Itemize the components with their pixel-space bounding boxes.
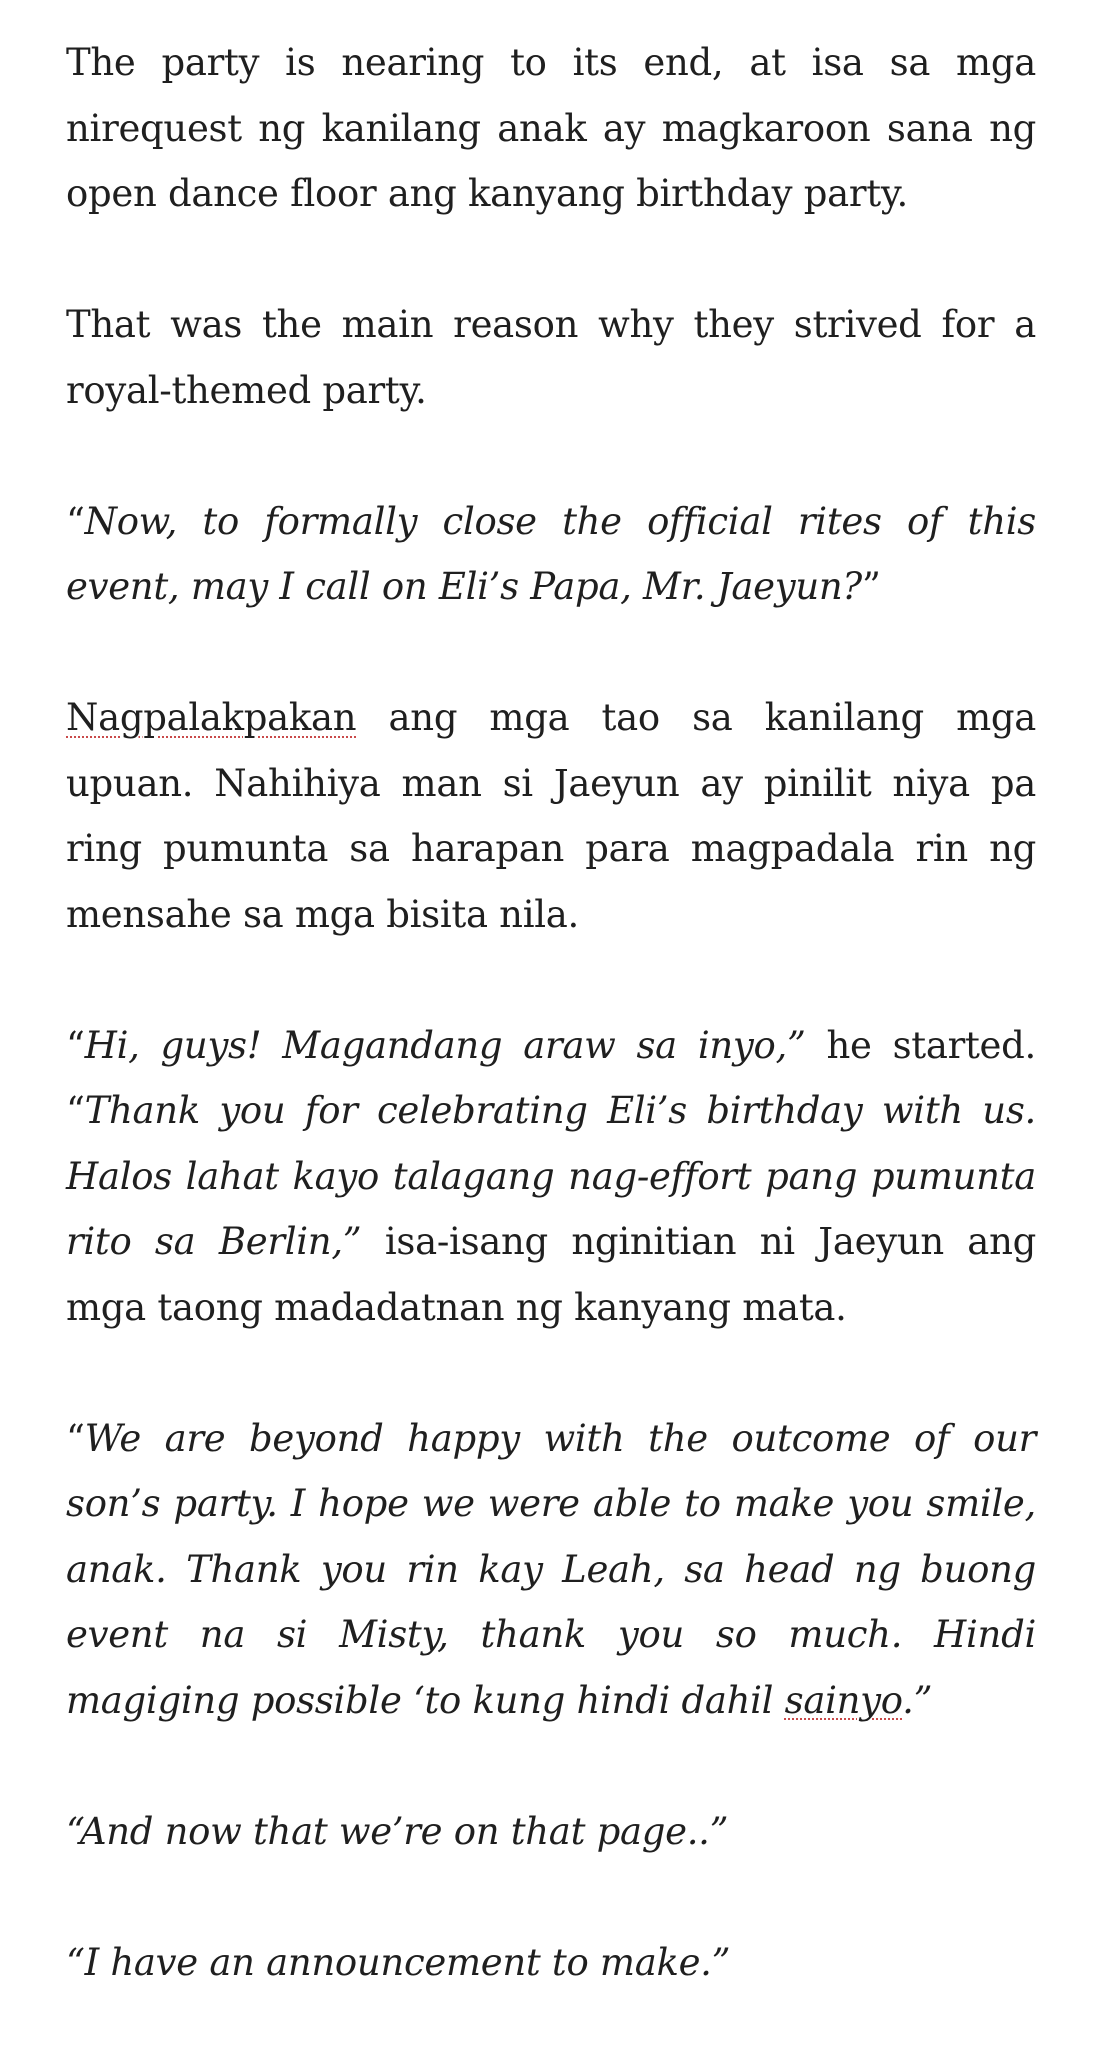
story-body [66, 30, 1036, 1995]
thanks-speech: We are beyond happy with the outcome of our son’s party. I hope we were able to make you smile, anak. Thank you rin kay Leah, sa head ng buong event na si Misty, thank you so much. Hindi magiging possible ‘to kung hindi dahil [66, 1416, 1036, 1722]
paragraph-jaeyun-greeting [66, 1013, 1036, 1341]
paragraph-host-call [66, 489, 1036, 620]
applause-narration: ang mga tao sa kanilang mga upuan. Nahihiya man si Jaeyun ay pinilit niya pa ring pumunta sa harapan para magpadala rin ng mensahe sa mga bisita nila. [66, 696, 1036, 936]
open-quote: “ [66, 1023, 85, 1067]
thanks-dialogue: Thank you for celebrating Eli’s birthday with us. Halos lahat kayo talagang nag-effort pang pumunta rito sa Berlin,” [66, 1089, 1036, 1263]
thanks-speech-end: .” [902, 1678, 933, 1722]
greeting-narration: he started. [805, 1023, 1036, 1067]
open-quote: “ [66, 1089, 85, 1132]
paragraph-party-ending: The party is nearing to its end, at isa sa mga nirequest ng kanilang anak ay magkaroon sana ng open dance floor ang kanyang birthday party. [66, 41, 1036, 215]
paragraph-announcement: “I have an announcement to make.” [66, 1940, 731, 1984]
paragraph-applause [66, 685, 1036, 947]
close-quote: ” [861, 565, 881, 608]
open-quote: “ [66, 499, 85, 543]
open-quote: “ [66, 1416, 85, 1460]
paragraph-that-page: “And now that we’re on that page..” [66, 1809, 729, 1853]
greeting-dialogue: Hi, guys! Magandang araw sa inyo,” [84, 1023, 806, 1067]
paragraph-royal-theme: That was the main reason why they strived for a royal-themed party. [66, 303, 1036, 412]
spellcheck-word-nagpalakpakan[interactable]: Nagpalakpakan [66, 696, 357, 739]
paragraph-jaeyun-thanks [66, 1406, 1036, 1734]
host-dialogue: Now, to formally close the official rites of this event, may I call on Eli’s Papa, Mr. Jaeyun? [66, 499, 1036, 608]
smile-narration: isa-isang nginitian ni Jaeyun ang mga taong madadatnan ng kanyang mata. [66, 1220, 1036, 1329]
spellcheck-word-sainyo[interactable]: sainyo [784, 1678, 903, 1722]
